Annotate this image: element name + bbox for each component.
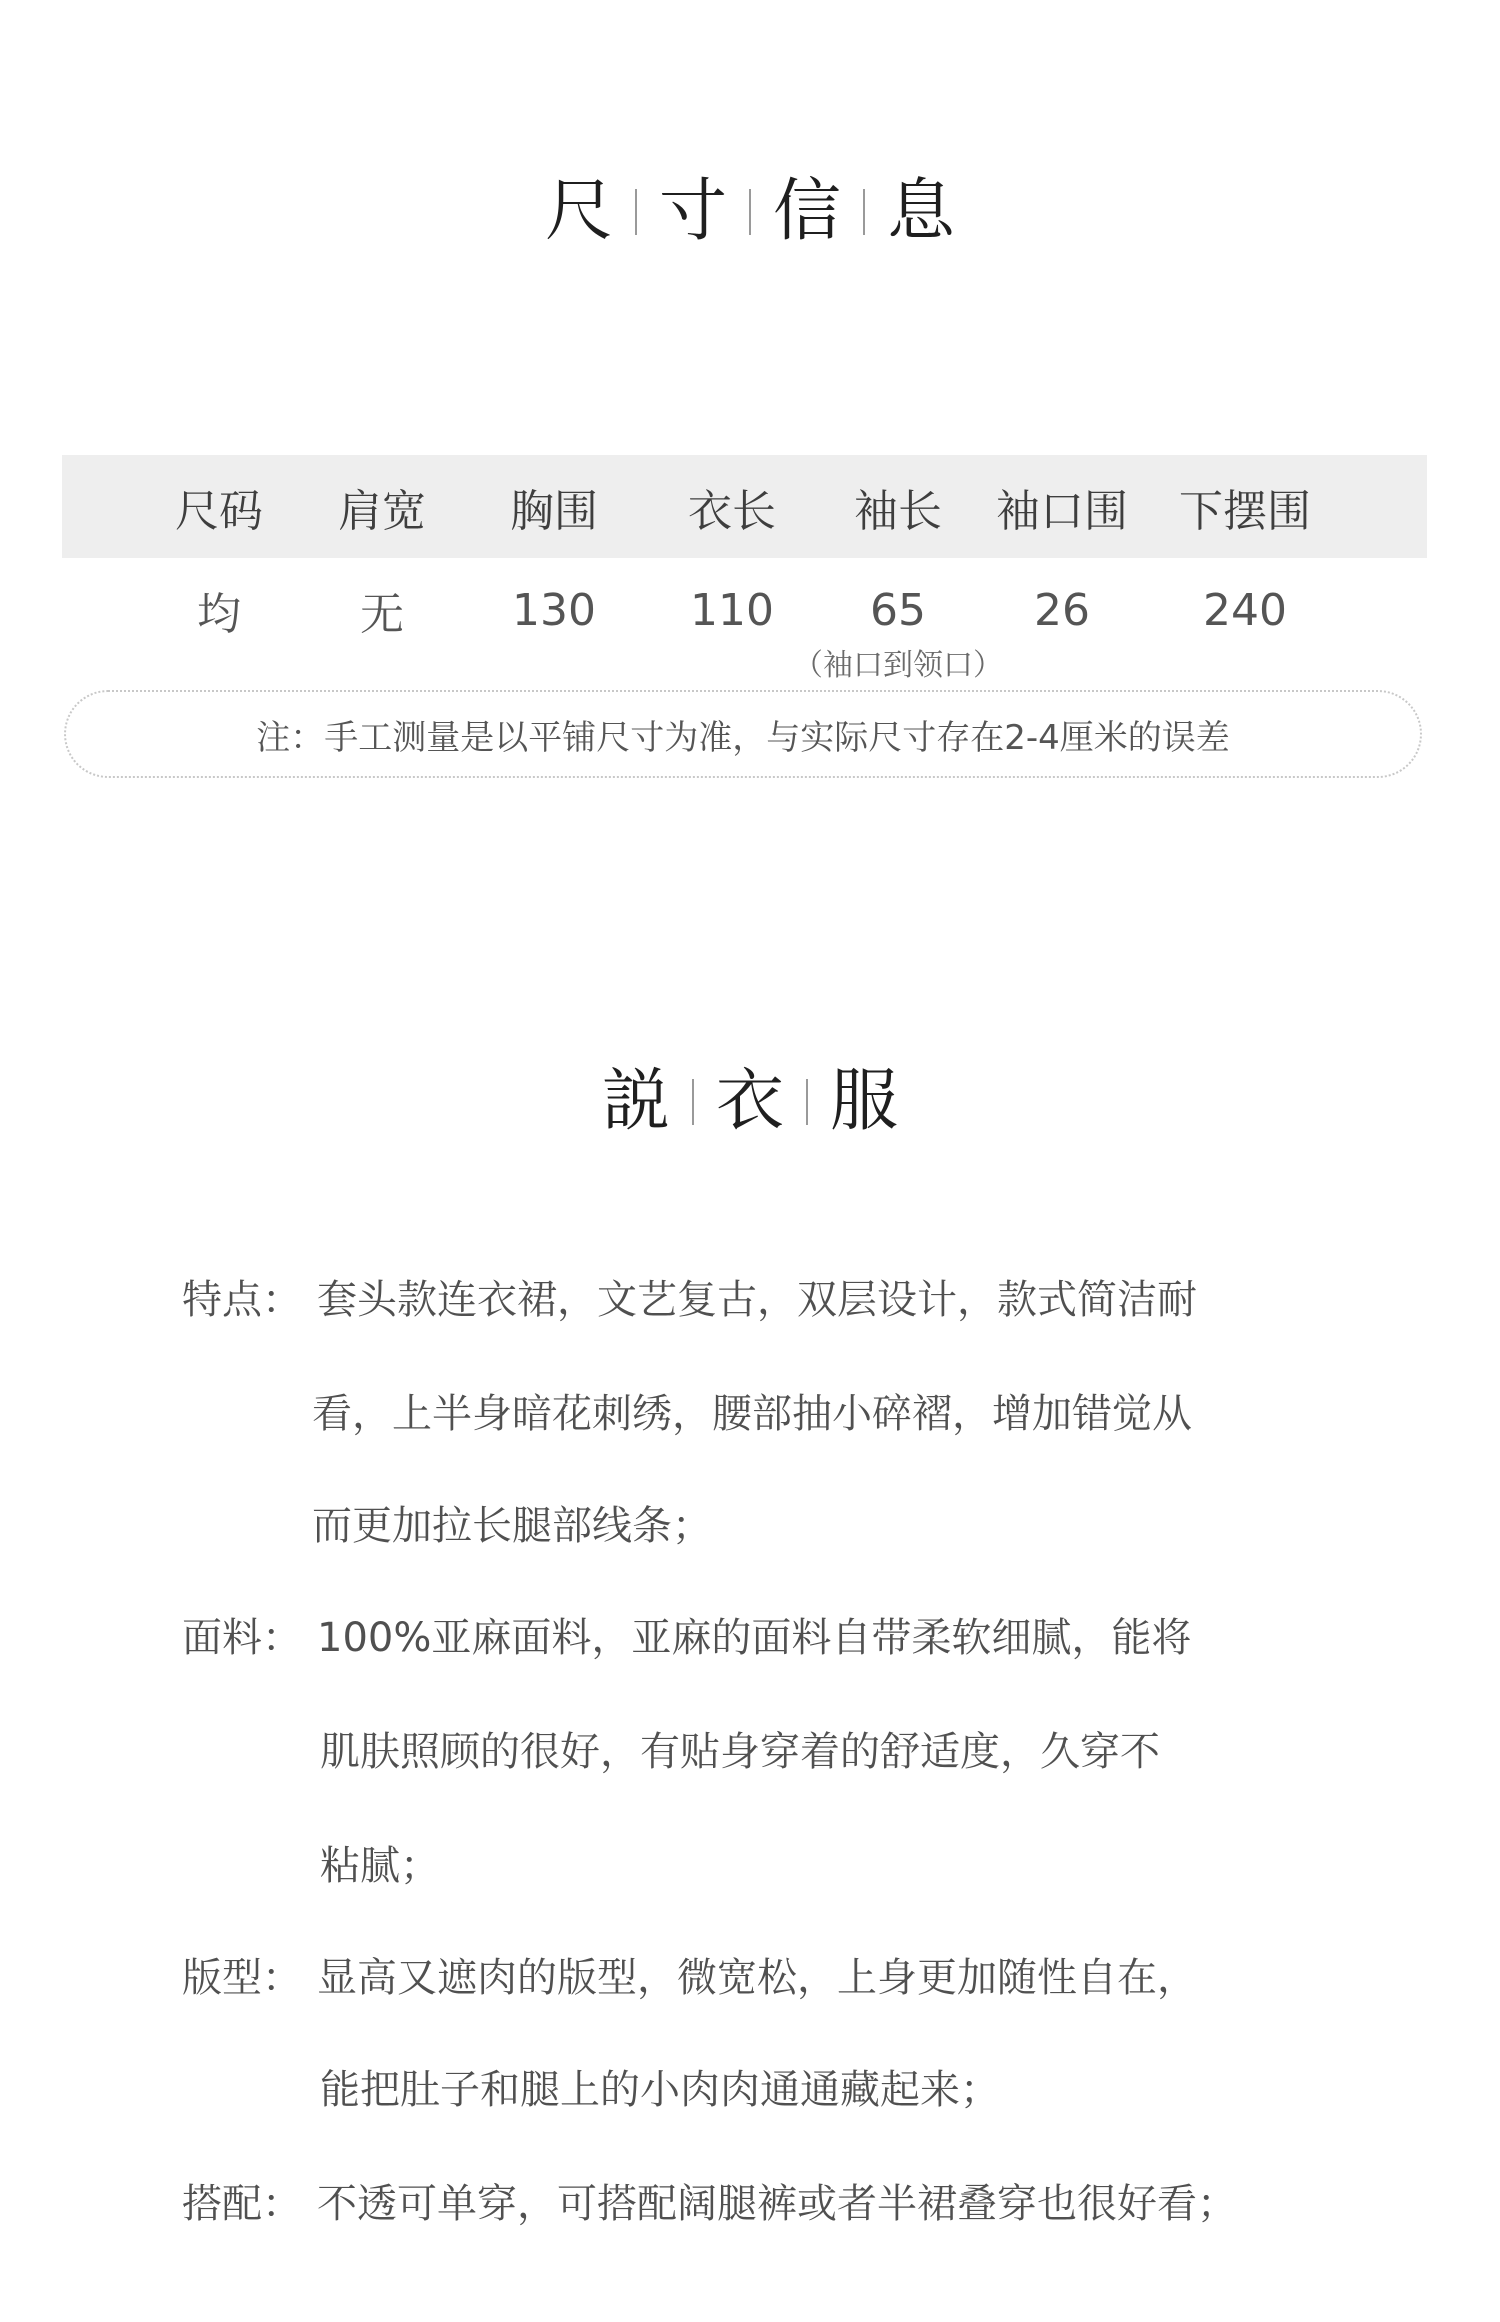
description-line bbox=[182, 1946, 1197, 2003]
description-text: 套头款连衣裙，文艺复古，双层设计，款式简洁耐 bbox=[317, 1277, 1197, 1323]
description-text: 看，上半身暗花刺绣，腰部抽小碎褶，增加错觉从 bbox=[312, 1391, 1192, 1437]
value-cell: 130 bbox=[512, 584, 596, 636]
header-cell: 肩宽 bbox=[338, 485, 426, 537]
value-cell: 无 bbox=[360, 589, 404, 640]
title-char: 息 bbox=[887, 172, 956, 251]
value-cell: 110 bbox=[690, 584, 774, 636]
clothes-section-title bbox=[0, 1062, 1500, 1141]
description-label: 特点： bbox=[182, 1277, 302, 1323]
description-text: 粘腻； bbox=[320, 1843, 440, 1889]
title-char: 寸 bbox=[658, 172, 727, 251]
sleeve-length-note: （袖口到领口） bbox=[793, 648, 1003, 683]
description-line bbox=[182, 2172, 1237, 2229]
description-label: 面料： bbox=[182, 1615, 302, 1661]
value-cell: 均 bbox=[197, 589, 241, 640]
header-cell: 尺码 bbox=[175, 485, 263, 537]
description-text: 而更加拉长腿部线条； bbox=[312, 1503, 712, 1549]
value-cell: 65 bbox=[870, 584, 926, 636]
description-line bbox=[182, 1268, 1197, 1325]
size-table-row bbox=[62, 560, 1427, 660]
title-char: 服 bbox=[830, 1062, 899, 1141]
value-cell: 26 bbox=[1034, 584, 1090, 636]
header-cell: 胸围 bbox=[510, 485, 598, 537]
description-line bbox=[182, 1606, 1191, 1663]
description-label: 搭配： bbox=[182, 2181, 302, 2227]
description-label: 版型： bbox=[182, 1955, 302, 2001]
title-char: 信 bbox=[773, 172, 842, 251]
measurement-notice: 注：手工测量是以平铺尺寸为准，与实际尺寸存在2-4厘米的误差 bbox=[64, 690, 1422, 778]
description-text: 100%亚麻面料，亚麻的面料自带柔软细腻，能将 bbox=[317, 1615, 1192, 1661]
header-cell: 袖口围 bbox=[996, 485, 1128, 537]
title-char: 尺 bbox=[544, 172, 613, 251]
header-cell: 衣长 bbox=[688, 485, 776, 537]
size-section-title bbox=[0, 172, 1500, 251]
description-text: 肌肤照顾的很好，有贴身穿着的舒适度，久穿不 bbox=[320, 1729, 1160, 1775]
title-char: 衣 bbox=[715, 1062, 784, 1141]
description-text: 显高又遮肉的版型，微宽松，上身更加随性自在， bbox=[317, 1955, 1197, 2001]
title-char: 説 bbox=[601, 1062, 670, 1141]
description-text: 能把肚子和腿上的小肉肉通通藏起来； bbox=[320, 2067, 1000, 2113]
header-cell: 袖长 bbox=[854, 485, 942, 537]
size-table-header bbox=[62, 455, 1427, 558]
description-text: 不透可单穿，可搭配阔腿裤或者半裙叠穿也很好看； bbox=[317, 2181, 1237, 2227]
value-cell: 240 bbox=[1203, 584, 1287, 636]
header-cell: 下摆围 bbox=[1179, 485, 1311, 537]
